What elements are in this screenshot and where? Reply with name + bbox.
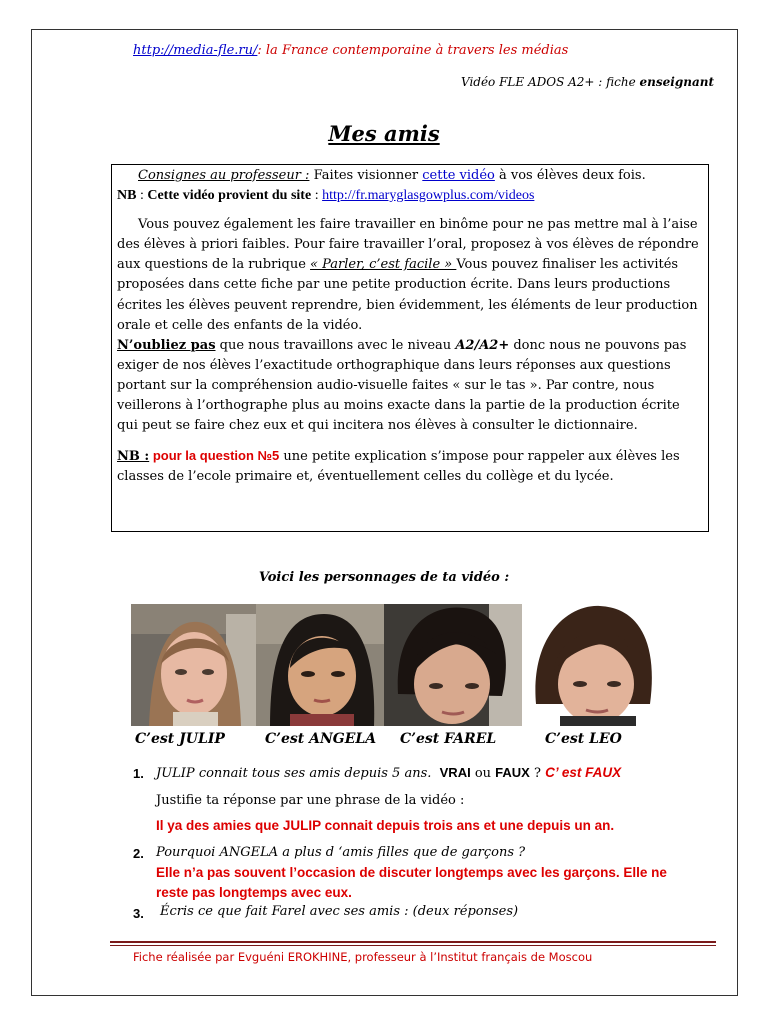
consignes-line <box>117 166 703 186</box>
video-link[interactable]: cette vidéo <box>422 168 495 183</box>
portrait-boy-brown-icon <box>530 604 658 726</box>
nb-label: NB <box>117 188 137 204</box>
para2-b: donc nous ne pouvons pas exiger de nos élèves l’exactitude orthographique dans leurs réponses aux questions portant sur la compréhension audio-visuelle faites « sur le tas ». Par contre, nous veillerons à l’orthographe plus au moins exacte dans la partie de la production écrite qui peut se faire chez eux et qui incitera nos élèves à consulter le dictionnaire. <box>117 337 687 434</box>
nb2-red: pour la question №5 <box>149 448 280 464</box>
portrait-julip <box>131 604 256 726</box>
instructions-box <box>111 164 709 532</box>
q3-number: 3. <box>133 906 144 921</box>
q2-answer-line2: reste pas longtemps avec eux. <box>156 885 352 900</box>
portrait-girl-blonde-icon <box>131 604 256 726</box>
para1-a: Vous pouvez également les faire travailler en binôme pour ne pas mettre mal à l’aise des élèves à priori faibles. Pour faire travailler l’oral, proposez à vos élèves de répondre aux questions de la rubrique <box>117 217 699 273</box>
footer-text: Fiche réalisée par Evguéni EROKHINE, professeur à l’Institut français de Moscou <box>133 950 593 964</box>
q1-text: JULIP connait tous ses amis depuis 5 ans. <box>156 766 432 781</box>
nb-source-line <box>117 186 703 206</box>
header-site-line <box>133 43 568 58</box>
q1-faux: FAUX <box>495 765 530 780</box>
q1-answer: C’ est FAUX <box>545 765 622 780</box>
site-link[interactable]: http://media-fle.ru/ <box>133 43 258 58</box>
source-link[interactable]: http://fr.maryglasgowplus.com/videos <box>322 188 535 204</box>
q1-justifie: Justifie ta réponse par une phrase de la vidéo : <box>156 793 465 808</box>
characters-heading: Voici les personnages de ta vidéo : <box>258 570 510 585</box>
nb2-text: une petite explication s’impose pour rappeler aux élèves les classes de l’ecole primaire et, éventuellement celles du collège et du lycée. <box>117 449 680 485</box>
header-fiche-line <box>461 75 714 89</box>
q2-number: 2. <box>133 846 144 861</box>
consignes-text1: Faites visionner <box>309 168 423 183</box>
footer-rule-thin <box>110 945 716 946</box>
page-title: Mes amis <box>328 121 440 146</box>
site-desc: : la France contemporaine à travers les médias <box>257 43 569 58</box>
portrait-boy-dark-icon <box>384 604 522 726</box>
q1-line <box>156 765 621 781</box>
niveau-label: A2/A2+ <box>455 337 510 353</box>
portrait-leo <box>530 604 658 726</box>
para-binome <box>117 215 703 336</box>
fiche-role: enseignant <box>639 75 714 89</box>
footer-rule-thick <box>110 941 716 943</box>
rubrique-name: « Parler, c’est facile » <box>310 257 457 273</box>
caption-angela: C’est ANGELA <box>265 731 377 747</box>
nb-sep: : <box>136 188 148 204</box>
q1-vrai: VRAI <box>439 765 471 780</box>
oubliez-label: N’oubliez pas <box>117 337 216 353</box>
caption-farel: C’est FAREL <box>400 731 497 747</box>
nb-source: Cette vidéo provient du site <box>147 188 312 204</box>
q3-text: Écris ce que fait Farel avec ses amis : (deux réponses) <box>160 904 519 919</box>
portrait-angela <box>256 604 384 726</box>
para1-b: Vous pouvez finaliser les activités proposées dans cette fiche par une petite production écrite. Dans leurs productions écrites les élèves peuvent reprendre, bien évidemment, les éléments de leur production orale et celle des enfants de la vidéo. <box>117 257 698 333</box>
nb2-label: NB : <box>117 449 150 465</box>
consignes-text2: à vos élèves deux fois. <box>494 168 646 183</box>
q1-justif-answer: Il ya des amies que JULIP connait depuis trois ans et une depuis un an. <box>156 818 615 833</box>
para-oubliez <box>117 336 703 436</box>
q1-number: 1. <box>133 766 144 781</box>
portrait-girl-dark-icon <box>256 604 384 726</box>
q1-ou: ou <box>470 766 496 781</box>
q2-answer-line1: Elle n’a pas souvent l’occasion de discuter longtemps avec les garçons. Elle ne <box>156 865 667 880</box>
portrait-farel <box>384 604 522 726</box>
q2-text: Pourquoi ANGELA a plus d ‘amis filles que de garçons ? <box>156 845 526 860</box>
caption-julip: C’est JULIP <box>135 731 225 747</box>
fiche-prefix: Vidéo FLE ADOS A2+ : fiche <box>460 75 640 89</box>
para-nb-question5 <box>117 446 703 487</box>
nb-colon: : <box>311 188 323 204</box>
q1-q: ? <box>529 766 546 781</box>
para2-a: que nous travaillons avec le niveau <box>215 337 456 353</box>
consignes-label: Consignes au professeur : <box>138 168 310 183</box>
caption-leo: C’est LEO <box>545 731 622 747</box>
